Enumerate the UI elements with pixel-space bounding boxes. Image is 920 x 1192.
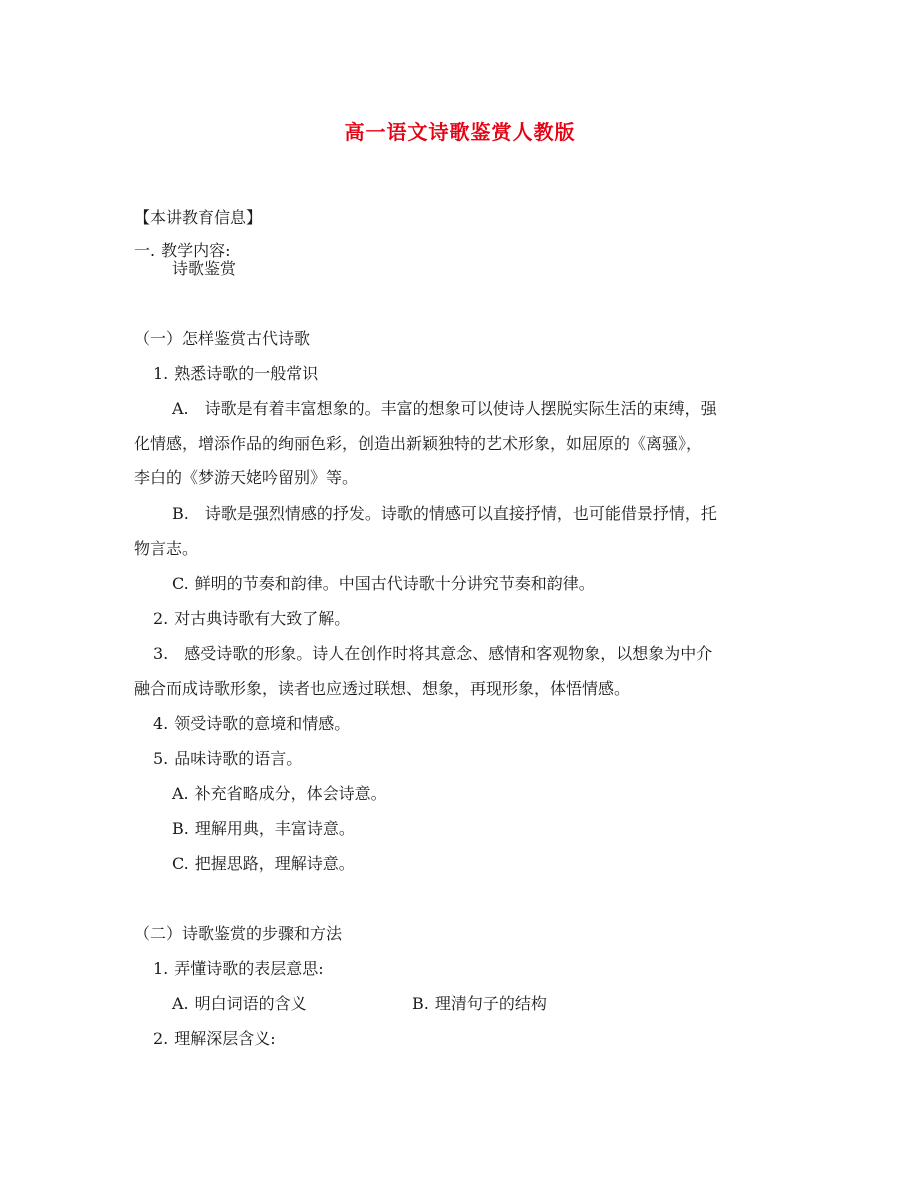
subitem-marker: A. bbox=[172, 399, 189, 418]
part1-item2 bbox=[153, 609, 350, 629]
part1-item1-c bbox=[172, 574, 595, 594]
part1-item5-c bbox=[172, 854, 355, 874]
part1-item4 bbox=[153, 714, 350, 734]
part2-heading: （二）诗歌鉴赏的步骤和方法 bbox=[134, 924, 343, 943]
subitem-marker: B. bbox=[172, 819, 189, 838]
subitem-text: 诗歌是有着丰富想象的。丰富的想象可以使诗人摆脱实际生活的束缚，强 bbox=[204, 399, 717, 418]
part1-item3-line1 bbox=[153, 644, 712, 664]
subitem-marker: C. bbox=[172, 574, 189, 593]
part1-item5 bbox=[153, 749, 302, 769]
part1-item1 bbox=[153, 364, 318, 384]
part1-item1-a-line2: 化情感，增添作品的绚丽色彩，创造出新颖独特的艺术形象，如屈原的《离骚》， bbox=[134, 434, 703, 453]
part1-item3-line2: 融合而成诗歌形象，读者也应透过联想、想象，再现形象，体悟情感。 bbox=[134, 679, 631, 698]
item-marker: 1. bbox=[153, 959, 169, 978]
part1-item1-b-line1 bbox=[172, 504, 717, 524]
section-marker: 一. bbox=[134, 241, 156, 260]
document-title: 高一语文诗歌鉴赏人教版 bbox=[344, 120, 576, 144]
section-teaching-content bbox=[134, 241, 231, 261]
part1-heading: （一）怎样鉴赏古代诗歌 bbox=[134, 329, 311, 348]
item-text: 弄懂诗歌的表层意思: bbox=[174, 959, 324, 978]
item-marker: 2. bbox=[153, 1029, 169, 1048]
item-marker: 1. bbox=[153, 364, 169, 383]
part2-item2 bbox=[153, 1029, 276, 1049]
section-text: 教学内容: bbox=[161, 241, 231, 260]
subitem-marker: B. bbox=[172, 504, 189, 523]
subitem-text: 理清句子的结构 bbox=[434, 994, 547, 1013]
subitem-marker: B. bbox=[412, 994, 429, 1013]
item-text: 品味诗歌的语言。 bbox=[174, 749, 303, 768]
item-text: 对古典诗歌有大致了解。 bbox=[174, 609, 351, 628]
info-header: 【本讲教育信息】 bbox=[134, 208, 263, 227]
subitem-text: 理解用典，丰富诗意。 bbox=[194, 819, 355, 838]
part1-item1-a-line3: 李白的《梦游天姥吟留别》等。 bbox=[134, 468, 359, 487]
subitem-text: 把握思路，理解诗意。 bbox=[194, 854, 355, 873]
item-marker: 2. bbox=[153, 609, 169, 628]
subitem-text: 明白词语的含义 bbox=[194, 994, 307, 1013]
content-topic: 诗歌鉴赏 bbox=[172, 259, 237, 278]
subitem-marker: C. bbox=[172, 854, 189, 873]
item-text: 感受诗歌的形象。诗人在创作时将其意念、感情和客观物象，以想象为中介 bbox=[184, 644, 713, 663]
part1-item5-a bbox=[172, 784, 387, 804]
part1-item5-b bbox=[172, 819, 355, 839]
part2-item1-a bbox=[172, 994, 307, 1014]
item-marker: 4. bbox=[153, 714, 169, 733]
part1-item1-a-line1 bbox=[172, 399, 717, 419]
item-marker: 5. bbox=[153, 749, 169, 768]
subitem-marker: A. bbox=[172, 994, 189, 1013]
subitem-text: 鲜明的节奏和韵律。中国古代诗歌十分讲究节奏和韵律。 bbox=[194, 574, 595, 593]
subitem-text: 补充省略成分，体会诗意。 bbox=[194, 784, 387, 803]
subitem-text: 诗歌是强烈情感的抒发。诗歌的情感可以直接抒情，也可能借景抒情，托 bbox=[204, 504, 717, 523]
part2-item1 bbox=[153, 959, 324, 979]
item-text: 熟悉诗歌的一般常识 bbox=[174, 364, 319, 383]
part2-item1-b bbox=[412, 994, 547, 1014]
part1-item1-b-line2: 物言志。 bbox=[134, 539, 199, 558]
item-marker: 3. bbox=[153, 644, 169, 663]
item-text: 领受诗歌的意境和情感。 bbox=[174, 714, 351, 733]
item-text: 理解深层含义: bbox=[174, 1029, 276, 1048]
subitem-marker: A. bbox=[172, 784, 189, 803]
